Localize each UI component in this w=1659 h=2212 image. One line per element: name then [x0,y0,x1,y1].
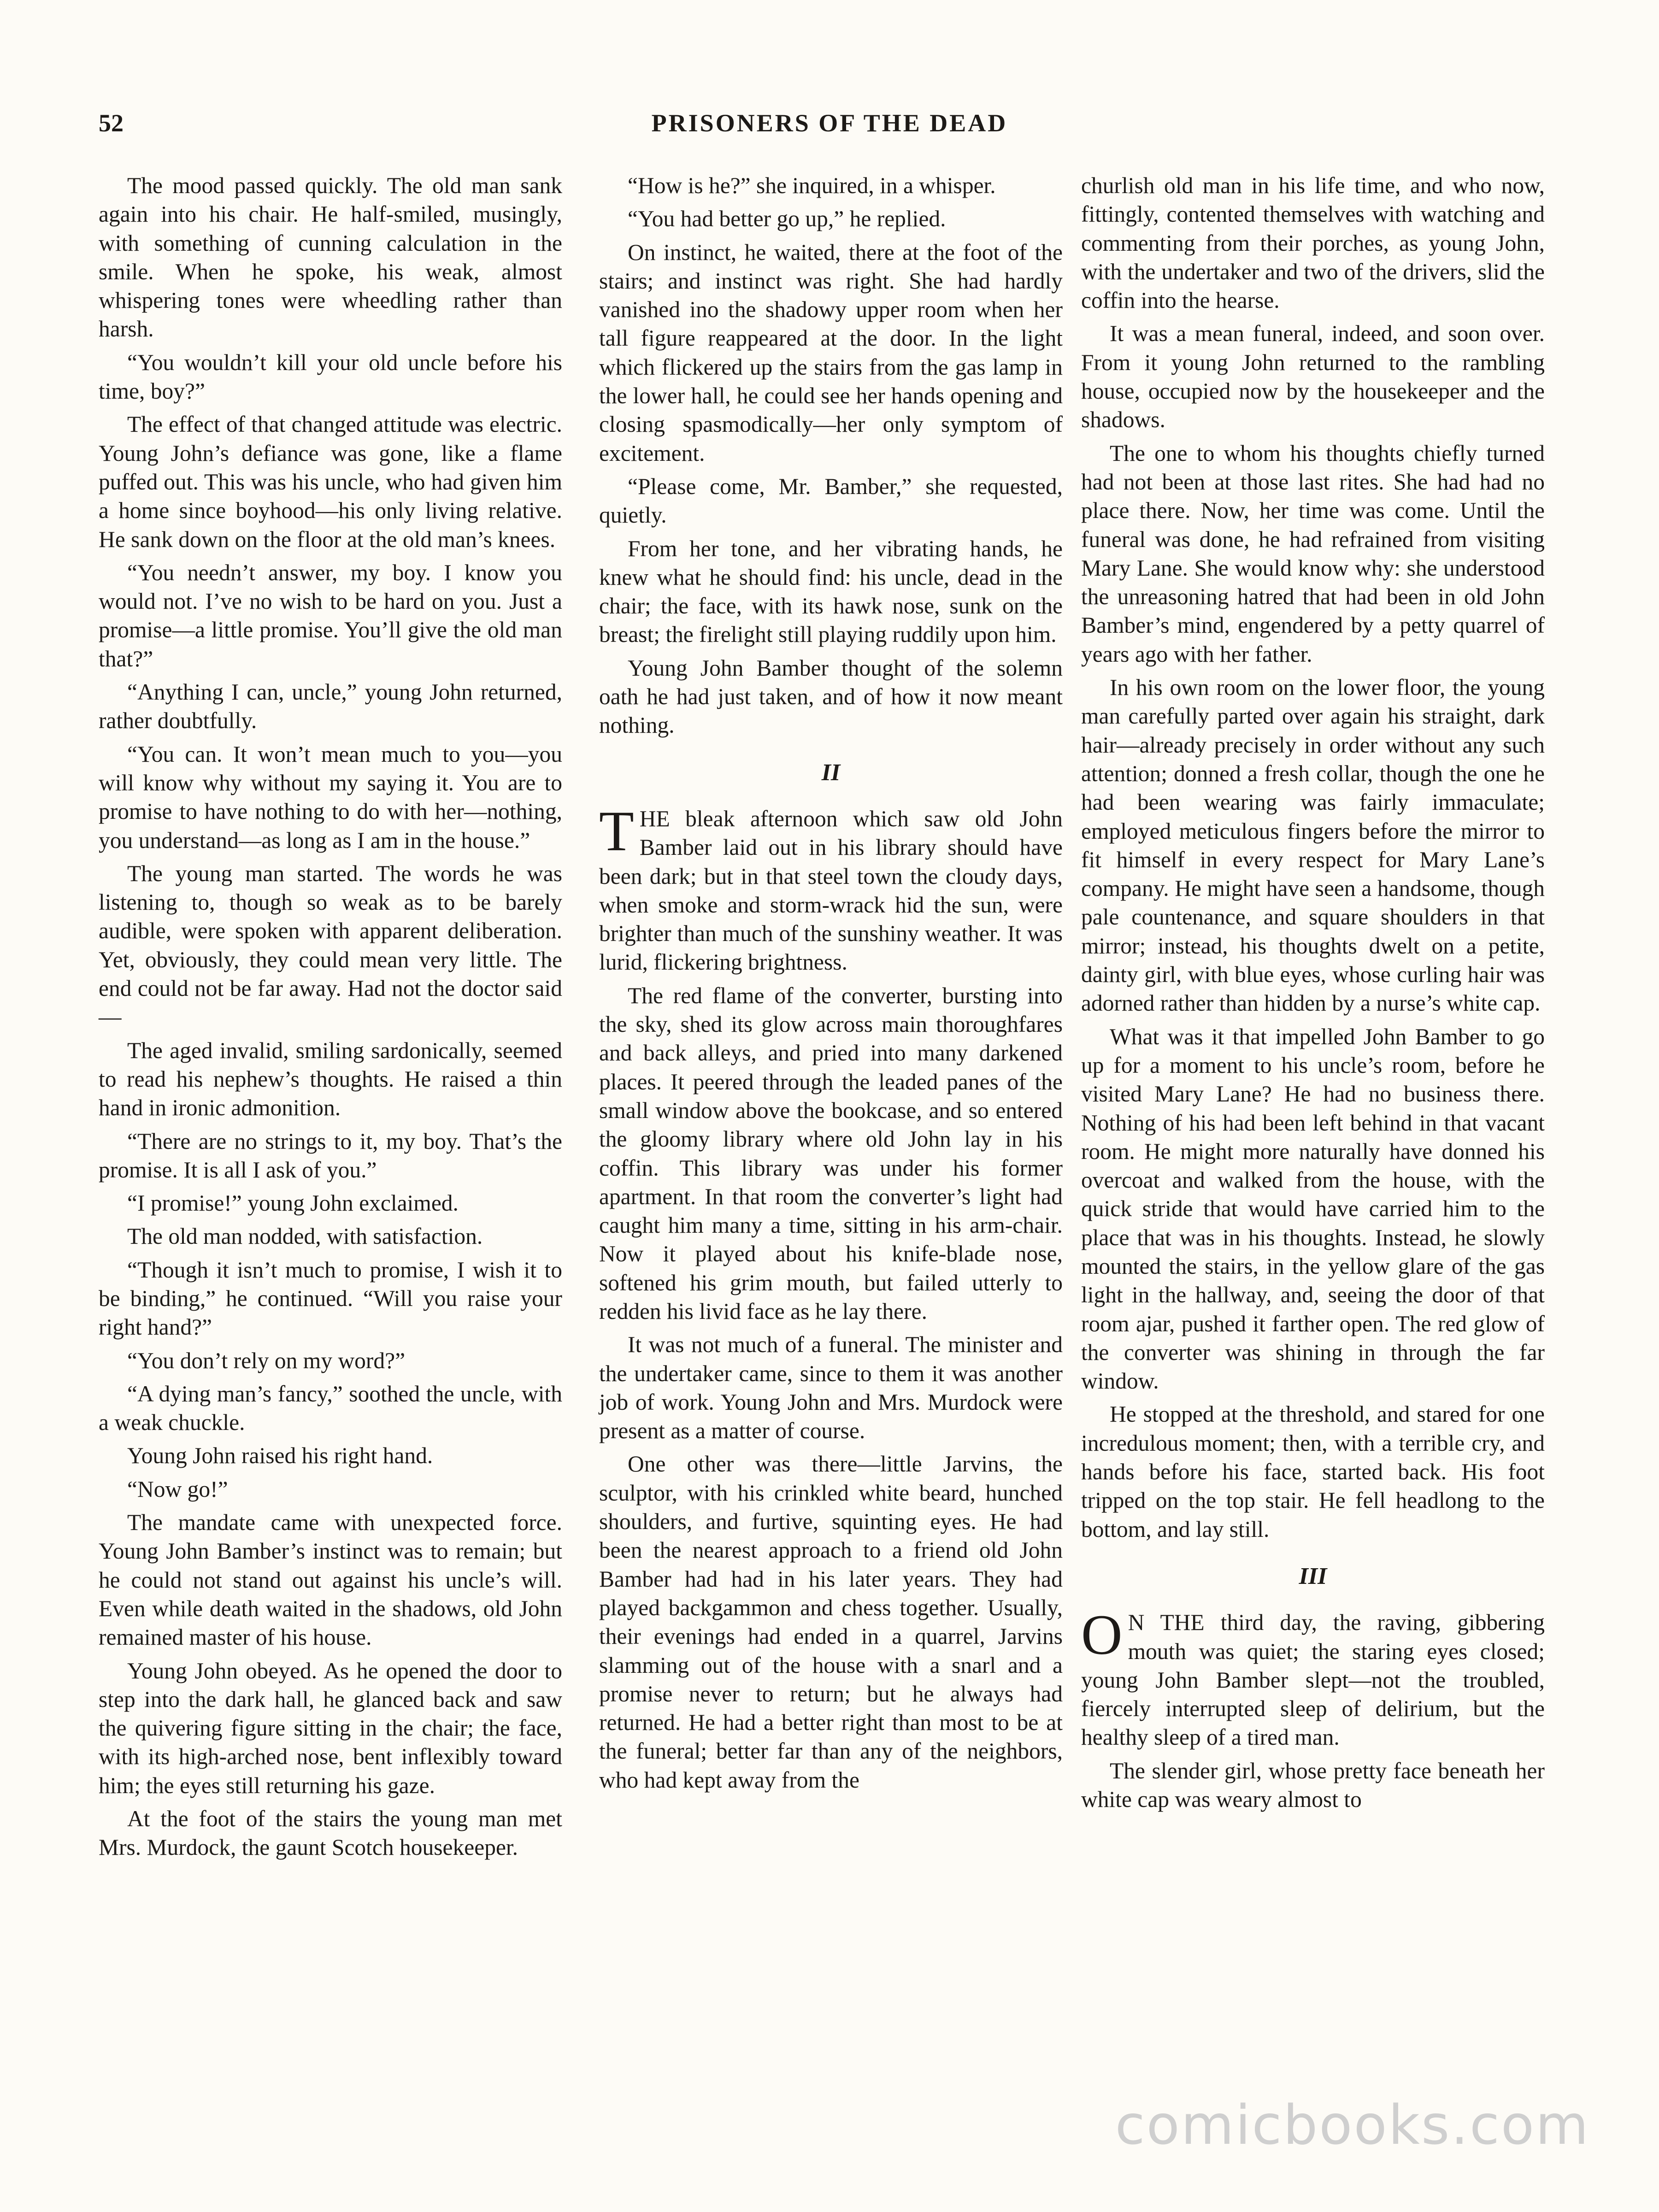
drop-cap: T [599,799,634,863]
page-number: 52 [99,109,124,137]
paragraph: “Though it isn’t much to promise, I wish it to be binding,” he continued. “Will you raise your right hand?” [99,1257,562,1340]
paragraph: What was it that impelled John Bamber to go up for a moment to his uncle’s room, before he visited Mary Lane? He had no business there. Nothing of his had been left behind in that vacant room. He might more naturally have donned his overcoat and walked from the house, with the quick stride that would have carried him to the place that was in his thoughts. Instead, he slowly mounted the stairs, in the yellow glare of the gas light in the hallway, and, seeing the door of that room ajar, pushed it farther open. The red glow of the converter was shining in through the far window. [1081,1024,1545,1394]
paragraph: The red flame of the converter, bursting into the sky, shed its glow across main thoroughfares and back alleys, and pried into many darkened places. It peered through the leaded panes of the small window above the bookcase, and so entered the gloomy library where old John lay in his coffin. This library was under his former apartment. In that room the converter’s light had caught him many a time, sitting in his arm-chair. Now it played about his knife-blade nose, softened his grim mouth, but failed utterly to redden his livid face as he lay there. [599,982,1063,1324]
paragraph: On instinct, he waited, there at the foot of the stairs; and instinct was right. She had hardly vanished ino the shadowy upper room when her tall figure reappeared at the door. In the light which flickered up the stairs from the gas lamp in the lower hall, he could see her hands opening and closing spasmodically—her only symptom of excitement. [599,239,1063,466]
paragraph: “There are no strings to it, my boy. That’s the promise. It is all I ask of you.” [99,1128,562,1182]
paragraph: “How is he?” she inquired, in a whisper. [628,173,996,198]
paragraph: The mood passed quickly. The old man sank again into his chair. He half-smiled, musingly, with something of cunning calculation in the smile. When he spoke, his weak, almost whispering tones were wheedling rather than harsh. [99,173,562,342]
paragraph: Young John Bamber thought of the solemn oath he had just taken, and of how it now meant nothing. [599,655,1063,738]
paragraph: The aged invalid, smiling sardonically, seemed to read his nephew’s thoughts. He raised a thin hand in ironic admonition. [99,1037,562,1121]
section-heading-iii: III [1299,1563,1327,1589]
paragraph: “You don’t rely on my word?” [127,1347,406,1373]
paragraph: “Now go!” [127,1476,228,1502]
paragraph: The young man started. The words he was listening to, though so weak as to be barely audible, were spoken with apparent deliberation. Yet, obviously, they could mean very little. The end could not be far away. Had not the doctor said— [99,860,562,1030]
paragraph: The slender girl, whose pretty face beneath her white cap was weary almost to [1081,1758,1545,1812]
dropcap-paragraph [1081,1603,1545,1752]
drop-cap: O [1081,1603,1123,1667]
section-heading-ii: II [821,759,841,786]
paragraph: “You had better go up,” he replied. [628,206,946,232]
paragraph: It was not much of a funeral. The minister and the undertaker came, since to them it was another job of work. Young John and Mrs. Murdock were present as a matter of course. [599,1332,1063,1444]
paragraph: In his own room on the lower floor, the young man carefully parted over again his straight, dark hair—already precisely in order without any such attention; donned a fresh collar, though the one he had been wearing was fairly immaculate; employed meticulous fingers before the mirror to fit himself in every respect for Mary Lane’s company. He might have seen a handsome, though pale countenance, and square shoulders in that mirror; instead, his thoughts dwelt on a petite, dainty girl, with blue eyes, whose curling hair was adorned rather than hidden by a nurse’s white cap. [1081,675,1545,1016]
paragraph: “You needn’t answer, my boy. I know you would not. I’ve no wish to be hard on you. Just a promise—a little promise. You’ll give the old man that?” [99,559,562,671]
paragraph: The one to whom his thoughts chiefly turned had not been at those last rites. She had had no place there. Now, her time was come. Until the funeral was done, he had refrained from visiting Mary Lane. She would know why: she understood the unreasoning hatred that had been in old John Bamber’s mind, engendered by a petty quarrel of years ago with her father. [1081,440,1545,667]
paragraph: “Please come, Mr. Bamber,” she requested, quietly. [599,473,1063,528]
paragraph: “A dying man’s fancy,” soothed the uncle, with a weak chuckle. [99,1381,562,1435]
column-1 [99,171,562,1867]
paragraph: The mandate came with unexpected force. Young John Bamber’s instinct was to remain; but he could not stand out against his uncle’s will. Even while death waited in the shadows, old John remained master of his house. [99,1510,562,1650]
watermark: comicbooks.com [1115,2093,1590,2157]
paragraph: At the foot of the stairs the young man met Mrs. Murdock, the gaunt Scotch housekeeper. [99,1806,562,1860]
running-head: PRISONERS OF THE DEAD [651,109,1008,137]
paragraph: The effect of that changed attitude was electric. Young John’s defiance was gone, like a flame puffed out. This was his uncle, who had given him a home since boyhood—his only living relative. He sank down on the floor at the old man’s knees. [99,412,562,552]
paragraph: One other was there—little Jarvins, the sculptor, with his crinkled white beard, hunched shoulders, and furtive, squinting eyes. He had been the nearest approach to a friend old John Bamber had had in his later years. They had played backgammon and chess together. Usually, their evenings had ended in a quarrel, Jarvins slamming out of the house with a snarl and a promise never to return; but he always had returned. He had a better right than most to be at the funeral; better far than any of the neighbors, who had kept away from the [599,1451,1063,1793]
dropcap-text: N THE third day, the raving, gibbering mouth was quiet; the staring eyes closed; young John Bamber slept—not the troubled, fiercely interrupted sleep of delirium, but the healthy sleep of a tired man. [1081,1610,1545,1750]
dropcap-paragraph [599,799,1063,977]
dropcap-text: HE bleak afternoon which saw old John Bamber laid out in his library should have been dark; but in that steel town the cloudy days, when smoke and storm-wrack hid the sun, were brighter than much of the sunshiny weather. It was lurid, flickering brightness. [599,806,1063,975]
paragraph: From her tone, and her vibrating hands, he knew what he should find: his uncle, dead in the chair; the face, with its hawk nose, sunk on the breast; the firelight still playing ruddily upon him. [599,535,1063,647]
paragraph: “I promise!” young John exclaimed. [127,1190,459,1216]
paragraph: churlish old man in his life time, and who now, fittingly, contented themselves with watching and commenting from their porches, as young John, with the undertaker and two of the drivers, slid the coffin into the hearse. [1081,173,1545,313]
paragraph: “You wouldn’t kill your old uncle before his time, boy?” [99,349,562,404]
paragraph: “Anything I can, uncle,” young John returned, rather doubtfully. [99,679,562,734]
paragraph: He stopped at the threshold, and stared for one incredulous moment; then, with a terrible cry, and hands before his face, started back. His foot tripped on the top stair. He fell headlong to the bottom, and lay still. [1081,1401,1545,1542]
paragraph: Young John raised his right hand. [127,1443,433,1469]
column-3 [1081,171,1545,1818]
paragraph: The old man nodded, with satisfaction. [127,1224,483,1249]
paragraph: “You can. It won’t mean much to you—you will know why without my saying it. You are to promise to have nothing to do with her—nothing, you understand—as long as I am in the house.” [99,741,562,853]
paragraph: Young John obeyed. As he opened the door to step into the dark hall, he glanced back and saw the quivering figure sitting in the chair; the face, with its high-arched nose, bent inflexibly toward him; the eyes still returning his gaze. [99,1658,562,1798]
paragraph: It was a mean funeral, indeed, and soon over. From it young John returned to the rambling house, occupied now by the housekeeper and the shadows. [1081,321,1545,433]
column-2 [599,171,1063,1799]
